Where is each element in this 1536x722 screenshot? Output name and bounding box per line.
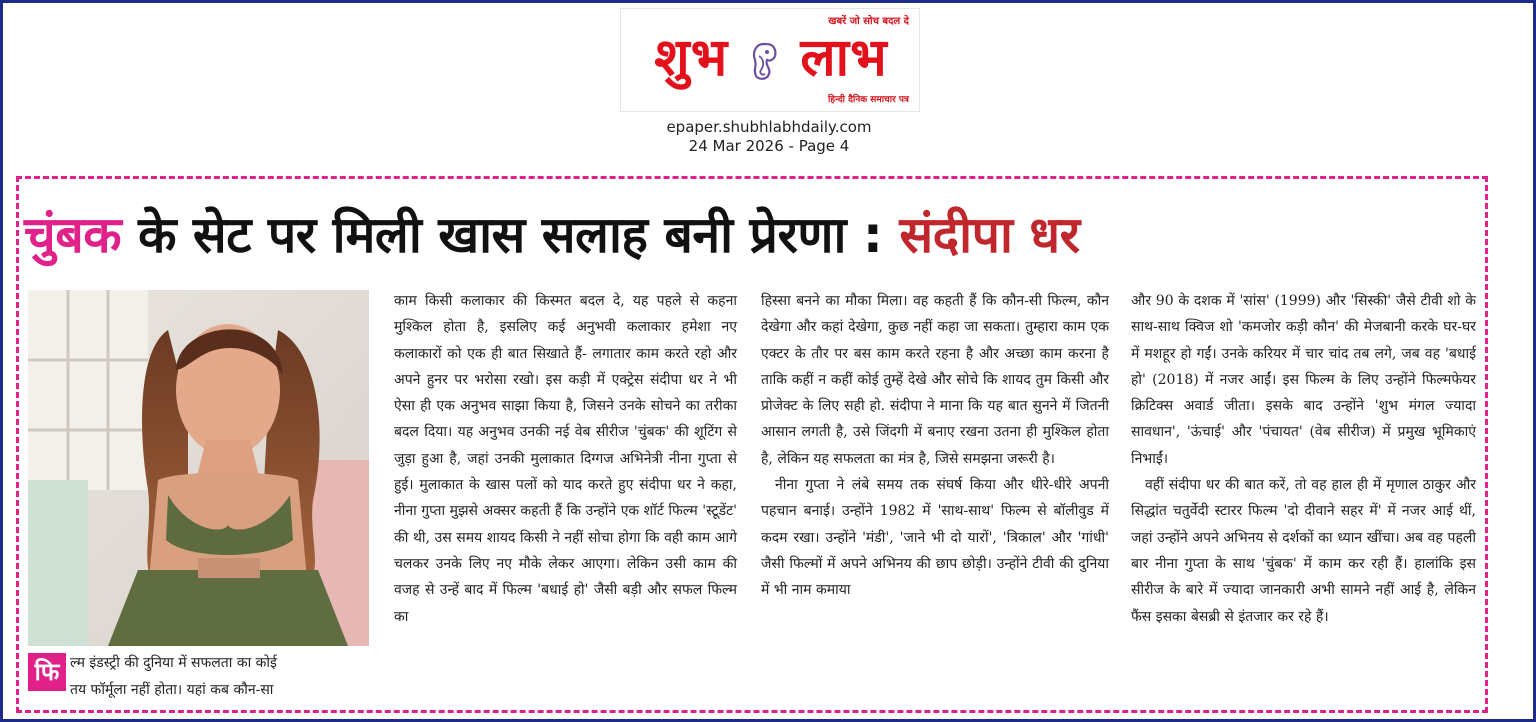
headline-keyword: चुंबक: [24, 206, 122, 264]
headline-main: के सेट पर मिली खास सलाह बनी प्रेरणा :: [121, 206, 900, 264]
paragraph: हिस्सा बनने का मौका मिला। वह कहती हैं कि कौन-सी फिल्म, कौन देखेगा और कहां देखेगा, कुछ नहीं कहा जा सकता। तुम्हारा काम एक एक्टर के तौर पर बस काम करते रहना है और अच्छा काम करना है ताकि कहीं न कहीं कोई तुम्हें देखे और सोचे कि शायद तुम किसी और प्रोजेक्ट के लिए सही हो. संदीपा ने माना कि यह बात सुनने में जितनी आसान लगती है, उसे जिंदगी में बनाए रखना उतना ही मुश्किल होता है, लेकिन यह सफलता का मंत्र है, जिसे समझना जरूरी है।: [761, 293, 1109, 467]
masthead-logo[interactable]: [620, 8, 920, 112]
masthead-tagline: खबरें जो सोच बदल दे: [828, 16, 909, 27]
edition-date-page: 24 Mar 2026 - Page 4: [688, 137, 850, 155]
paragraph: काम किसी कलाकार की किस्मत बदल दे, यह पहले से कहना मुश्किल होता है, इसलिए कई अनुभवी कलाकार हमेशा नए कलाकारों को एक ही बात सिखाते हैं- लगातार काम करते रहो और अपने हुनर पर भरोसा रखो। इस कड़ी में एक्ट्रेस संदीपा धर ने भी ऐसा ही एक अनुभव साझा किया है, जिसने उनके सोचने का तरीका बदल दिया। यह अनुभव उनकी नई वेब सीरीज 'चुंबक' की शूटिंग से जुड़ा हुआ है, जहां उनकी मुलाकात दिग्गज अभिनेत्री नीना गुप्ता से हुई। मुलाकात के खास पलों को याद करते हुए संदीपा धर ने कहा, नीना गुप्ता मुझसे अक्सर कहती हैं कि उन्होंने एक शॉर्ट फिल्म 'स्टूडेंट' की थी, उस समय शायद किसी ने नहीं सोचा होगा कि वही काम आगे चलकर उनके लिए नए मौके लेकर आएगा। लेकिन उसी काम की वजह से उन्हें बाद में फिल्म 'बधाई हो' जैसी बड़ी और सफल फिल्म का: [394, 293, 737, 625]
masthead-name-left: शुभ: [654, 27, 729, 88]
masthead-name: [627, 27, 915, 89]
article-column-1: [394, 288, 737, 630]
masthead-subtitle: हिन्दी दैनिक समाचार पत्र: [827, 95, 909, 105]
paragraph: और 90 के दशक में 'सांस' (1999) और 'सिस्की' जैसे टीवी शो के साथ-साथ क्विज शो 'कमजोर कड़ी कौन' की मेजबानी करके घर-घर में मशहूर हो गईं। उनके करियर में चार चांद तब लगे, जब वह 'बधाई हो' (2018) में नजर आईं। इस फिल्म के लिए उन्होंने फिल्मफेयर क्रिटिक्स अवार्ड जीता। इसके बाद उन्होंने 'शुभ मंगल ज्यादा सावधान', 'ऊंचाई' और 'पंचायत' (वेब सीरीज) में प्रमुख भूमिकाएं निभाईं।: [1131, 293, 1476, 467]
article-headline: [24, 190, 1484, 282]
headline-name: संदीपा धर: [899, 206, 1080, 264]
lead-line-1: ल्म इंडस्ट्री की दुनिया में सफलता का कोई: [70, 655, 277, 671]
drop-cap: फि: [28, 653, 66, 691]
lead-line-2: तय फॉर्मूला नहीं होता। यहां कब कौन-सा: [70, 682, 274, 698]
actress-photo: [28, 290, 369, 646]
masthead-name-right: लाभ: [800, 27, 888, 88]
ganesha-icon: [747, 40, 781, 84]
article-column-3: [1131, 288, 1476, 630]
edition-meta: [620, 118, 918, 156]
epaper-url[interactable]: epaper.shubhlabhdaily.com: [666, 118, 872, 136]
paragraph: वहीं संदीपा धर की बात करें, तो वह हाल ही में मृणाल ठाकुर और सिद्धांत चतुर्वेदी स्टारर फिल्म 'दो दीवाने सहर में' में नजर आई थीं, जहां उन्होंने अपने अभिनय से दर्शकों का ध्यान खींचा। अब वह पहली बार नीना गुप्ता के साथ 'चुंबक' में काम कर रही हैं। हालांकि इस सीरीज के बारे में ज्यादा जानकारी अभी सामने नहीं आई है, लेकिन फैंस इसका बेसब्री से इंतजार कर रहे हैं।: [1131, 477, 1476, 625]
article-photo: [28, 290, 369, 646]
paragraph: नीना गुप्ता ने लंबे समय तक संघर्ष किया और धीरे-धीरे अपनी पहचान बनाई। उन्होंने 1982 में 'साथ-साथ' फिल्म से बॉलीवुड में कदम रखा। उन्होंने 'मंडी', 'जाने भी दो यारों', 'त्रिकाल' और 'गांधी' जैसी फिल्मों में अपने अभिनय की छाप छोड़ी। उन्होंने टीवी की दुनिया में भी नाम कमाया: [761, 477, 1109, 599]
article-column-2: [761, 288, 1109, 604]
